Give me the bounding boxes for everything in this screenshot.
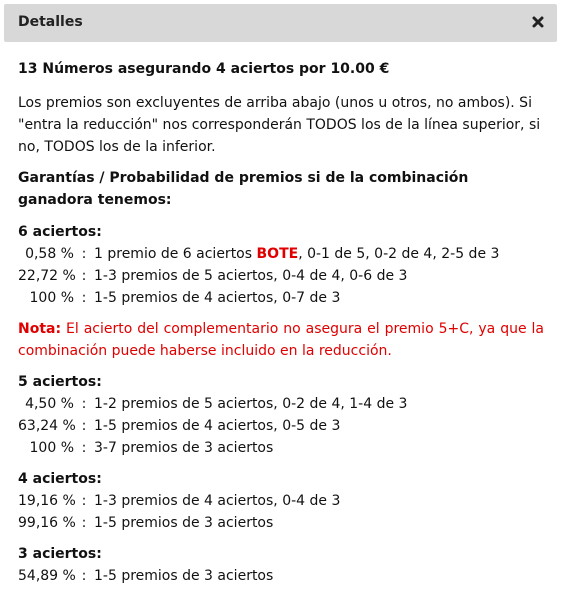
- probability: 100 %: [29, 290, 74, 306]
- separator: :: [81, 396, 87, 412]
- prize-row: [18, 512, 544, 534]
- probability: 0,58 %: [25, 246, 74, 262]
- prize-row: [18, 437, 544, 459]
- separator: :: [81, 418, 87, 434]
- prize-description-pre: 1 premio de 6 aciertos: [94, 246, 257, 262]
- prize-description: 1-3 premios de 4 aciertos, 0-4 de 3: [94, 493, 341, 509]
- probability: 100 %: [29, 440, 74, 456]
- separator: :: [81, 440, 87, 456]
- separator: :: [81, 268, 87, 284]
- prize-row: [18, 565, 544, 587]
- probability: 4,50 %: [25, 396, 74, 412]
- prize-row: [18, 415, 544, 437]
- prize-description: 1-5 premios de 3 aciertos: [94, 515, 274, 531]
- separator: :: [81, 246, 87, 262]
- separator: :: [81, 568, 87, 584]
- group-5-aciertos: [18, 371, 544, 459]
- note-label: Nota:: [18, 321, 62, 337]
- prize-description: 3-7 premios de 3 aciertos: [94, 440, 274, 456]
- prize-description: 1-2 premios de 5 aciertos, 0-2 de 4, 1-4 de 3: [94, 396, 408, 412]
- section-title: Garantías / Probabilidad de premios si de la combinación ganadora tenemos:: [18, 170, 469, 208]
- close-button[interactable]: [529, 13, 547, 31]
- group-4-aciertos: [18, 468, 544, 534]
- prize-row: [18, 490, 544, 512]
- dialog-header: [4, 4, 557, 42]
- separator: :: [81, 493, 87, 509]
- prize-row: [18, 393, 544, 415]
- dialog-body: [18, 58, 544, 596]
- probability: 19,16 %: [18, 493, 76, 509]
- group-title: 4 aciertos:: [18, 471, 102, 487]
- probability: 54,89 %: [18, 568, 76, 584]
- probability: 22,72 %: [18, 268, 76, 284]
- prize-description: 1-3 premios de 5 aciertos, 0-4 de 4, 0-6 de 3: [94, 268, 408, 284]
- intro-paragraph: Los premios son excluyentes de arriba abajo (unos u otros, no ambos). Si "entra la reducción" nos corresponderán TODOS los de la línea superior, si no, TODOS los de la inferior.: [18, 95, 541, 155]
- dialog-title: Detalles: [18, 14, 83, 30]
- prize-description: 1-5 premios de 4 aciertos, 0-5 de 3: [94, 418, 341, 434]
- prize-description: 1-5 premios de 3 aciertos: [94, 568, 274, 584]
- bote-label: BOTE: [256, 246, 299, 262]
- prize-description-post: , 0-1 de 5, 0-2 de 4, 2-5 de 3: [298, 246, 500, 262]
- note: [18, 318, 544, 362]
- group-6-aciertos: [18, 221, 544, 309]
- group-title: 5 aciertos:: [18, 374, 102, 390]
- group-3-aciertos: [18, 543, 544, 587]
- group-title: 6 aciertos:: [18, 224, 102, 240]
- note-text: El acierto del complementario no asegura el premio 5+C, ya que la combinación puede haberse incluido en la reducción.: [18, 321, 544, 359]
- prize-description: 1-5 premios de 4 aciertos, 0-7 de 3: [94, 290, 341, 306]
- close-x-icon: [529, 13, 547, 31]
- probability: 99,16 %: [18, 515, 76, 531]
- separator: :: [81, 290, 87, 306]
- prize-description: [94, 243, 499, 265]
- prize-row: [18, 287, 544, 309]
- prize-row: [18, 265, 544, 287]
- separator: :: [81, 515, 87, 531]
- subtitle: 13 Números asegurando 4 aciertos por 10.00 €: [18, 61, 390, 77]
- probability: 63,24 %: [18, 418, 76, 434]
- prize-row: [18, 243, 544, 265]
- group-title: 3 aciertos:: [18, 546, 102, 562]
